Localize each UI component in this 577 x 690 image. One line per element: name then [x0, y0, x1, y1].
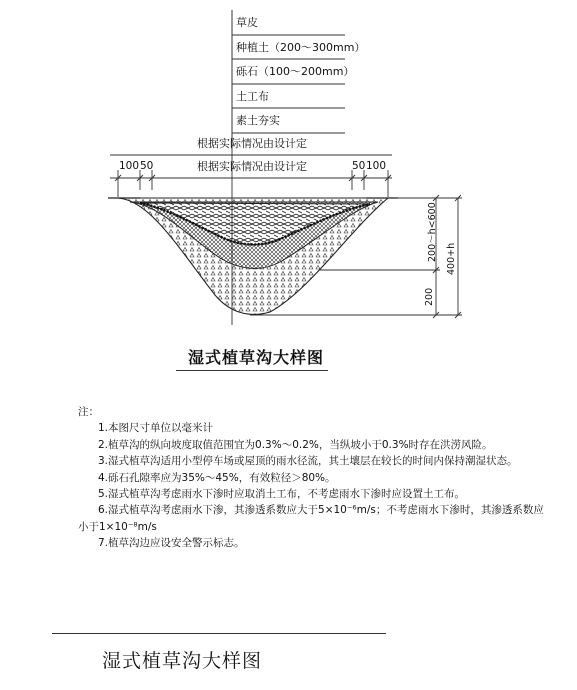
- bottom-divider: [52, 633, 386, 634]
- note-item: 5.湿式植草沟考虑雨水下渗时应取消土工布，不考虑雨水下渗时应设置土工布。: [98, 488, 466, 501]
- notes-block: [78, 404, 548, 552]
- layer-label-planting-soil: 种植土（200～300mm）: [236, 41, 366, 54]
- dim-left-100: 100: [119, 160, 140, 172]
- dim-vertical-total: 400+h: [446, 242, 457, 275]
- dim-left-50: 50: [140, 160, 154, 172]
- design-note-upper: 根据实际情况由设计定: [197, 137, 307, 150]
- layer-label-compacted-soil: 素土夯实: [236, 114, 280, 127]
- title-underline: [176, 370, 328, 371]
- note-item: 4.砾石孔隙率应为35%～45%，有效粒径＞80%。: [98, 471, 336, 484]
- notes-heading: 注：: [78, 406, 99, 418]
- design-note-lower: 根据实际情况由设计定: [197, 160, 307, 173]
- dim-right-100: 100: [366, 160, 387, 172]
- diagram-title: 湿式植草沟大样图: [188, 348, 325, 367]
- layer-label-gravel: 砾石（100～200mm）: [236, 65, 355, 78]
- note-item: 3.湿式植草沟适用小型停车场或屋顶的雨水径流，其土壤层在较长的时间内保持潮湿状态。: [98, 455, 518, 468]
- note-item: 7.植草沟边应设安全警示标志。: [98, 537, 245, 550]
- dim-vertical-200: 200: [424, 287, 435, 306]
- bottom-title: 湿式植草沟大样图: [102, 650, 263, 672]
- note-item: 2.植草沟的纵向坡度取值范围宜为0.3%～0.2%，当纵坡小于0.3%时存在洪涝风险。: [98, 438, 493, 451]
- layer-label-geotextile: 土工布: [236, 90, 269, 103]
- dim-vertical-depth: 200～h<600: [427, 202, 438, 262]
- note-item: 1.本图尺寸单位以毫米计: [98, 422, 214, 435]
- dim-right-50: 50: [352, 160, 366, 172]
- note-item: 6.湿式植草沟考虑雨水下渗，其渗透系数应大于5×10⁻⁶m/s；不考虑雨水下渗时，其渗透系数应小于1×10⁻⁸m/s: [78, 504, 544, 533]
- layer-label-turf: 草皮: [236, 16, 258, 29]
